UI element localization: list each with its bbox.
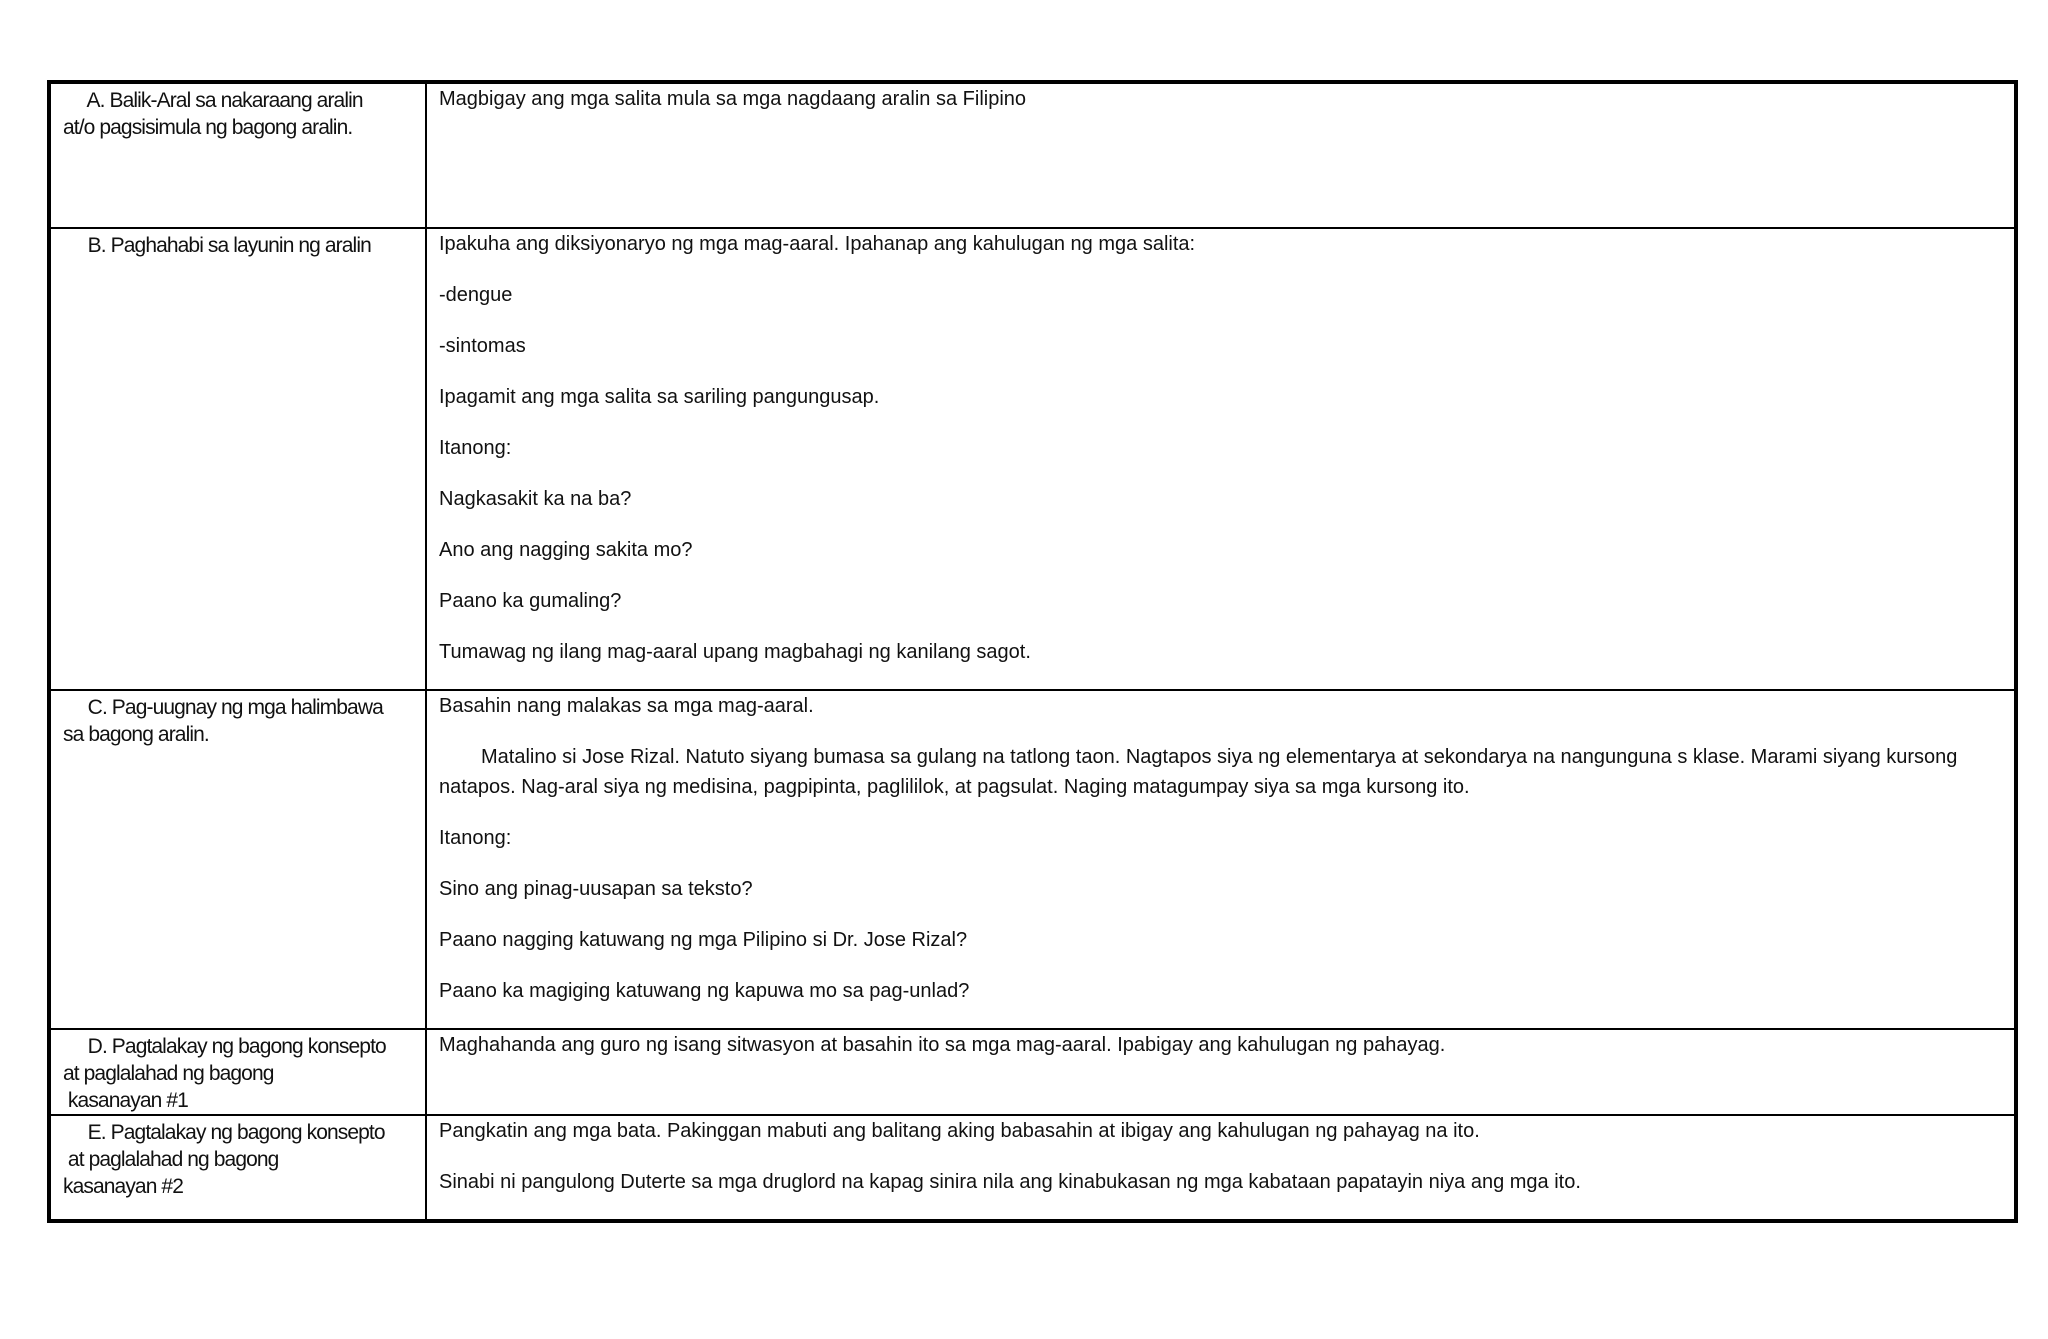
lesson-plan-table: [47, 80, 2018, 1223]
content-line: -sintomas: [439, 335, 526, 357]
row-label-line: kasanayan #1: [63, 1089, 188, 1112]
content-line: Ipagamit ang mga salita sa sariling pangungusap.: [439, 386, 880, 408]
row-label-cell: [49, 228, 426, 690]
row-label-line: A. Balik-Aral sa nakaraang aralin: [63, 89, 363, 112]
row-label-line: at paglalahad ng bagong: [63, 1062, 274, 1085]
table-row: [49, 228, 2016, 690]
row-content-cell: [426, 82, 2016, 228]
row-label-cell: [49, 690, 426, 1029]
table-row: [49, 82, 2016, 228]
table-row: [49, 1029, 2016, 1115]
row-label-line: kasanayan #2: [63, 1175, 183, 1198]
content-line: Magbigay ang mga salita mula sa mga nagdaang aralin sa Filipino: [439, 88, 1027, 110]
content-line: Pangkatin ang mga bata. Pakinggan mabuti ang balitang aking babasahin at ibigay ang kahulugan ng pahayag na ito.: [439, 1120, 1480, 1142]
row-label-line: D. Pagtalakay ng bagong konsepto: [63, 1035, 386, 1058]
content-line: Nagkasakit ka na ba?: [439, 488, 632, 510]
row-label-line: B. Paghahabi sa layunin ng aralin: [63, 234, 371, 257]
row-label-line: at paglalahad ng bagong: [63, 1148, 279, 1171]
row-label-line: at/o pagsisimula ng bagong aralin.: [63, 116, 353, 139]
content-line: Sino ang pinag-uusapan sa teksto?: [439, 878, 753, 900]
content-line: Basahin nang malakas sa mga mag-aaral.: [439, 695, 814, 717]
row-content-cell: [426, 690, 2016, 1029]
table-row: [49, 1115, 2016, 1221]
content-line: Ipakuha ang diksiyonaryo ng mga mag-aaral. Ipahanap ang kahulugan ng mga salita:: [439, 233, 1196, 255]
row-content-cell: [426, 228, 2016, 690]
content-line: -dengue: [439, 284, 513, 306]
row-label-line: sa bagong aralin.: [63, 723, 209, 746]
content-line: Itanong:: [439, 437, 512, 459]
content-line: Maghahanda ang guro ng isang sitwasyon at basahin ito sa mga mag-aaral. Ipabigay ang kahulugan ng pahayag.: [439, 1034, 1446, 1056]
table-row: [49, 690, 2016, 1029]
content-line: Paano ka gumaling?: [439, 590, 622, 612]
row-content-cell: [426, 1029, 2016, 1115]
row-content-cell: [426, 1115, 2016, 1221]
content-line: Tumawag ng ilang mag-aaral upang magbahagi ng kanilang sagot.: [439, 641, 1031, 663]
content-line: Ano ang nagging sakita mo?: [439, 539, 693, 561]
row-label-line: C. Pag-uugnay ng mga halimbawa: [63, 696, 383, 719]
row-label-line: E. Pagtalakay ng bagong konsepto: [63, 1121, 385, 1144]
content-line: Paano ka magiging katuwang ng kapuwa mo sa pag-unlad?: [439, 980, 970, 1002]
content-line: Paano nagging katuwang ng mga Pilipino si Dr. Jose Rizal?: [439, 929, 968, 951]
row-label-cell: [49, 1029, 426, 1115]
row-label-cell: [49, 82, 426, 228]
content-line: Sinabi ni pangulong Duterte sa mga druglord na kapag sinira nila ang kinabukasan ng mga kabataan papatayin niya ang mga ito.: [439, 1171, 1581, 1193]
row-label-cell: [49, 1115, 426, 1221]
content-line: Itanong:: [439, 827, 512, 849]
reading-passage: Matalino si Jose Rizal. Natuto siyang bumasa sa gulang na tatlong taon. Nagtapos siya ng elementarya at sekondarya na nangunguna s klase. Marami siyang kursong natapos. Nag-aral siya ng medisina, pagpipinta, paglililok, at pagsulat. Naging matagumpay siya sa mga kursong ito.: [439, 746, 1958, 798]
